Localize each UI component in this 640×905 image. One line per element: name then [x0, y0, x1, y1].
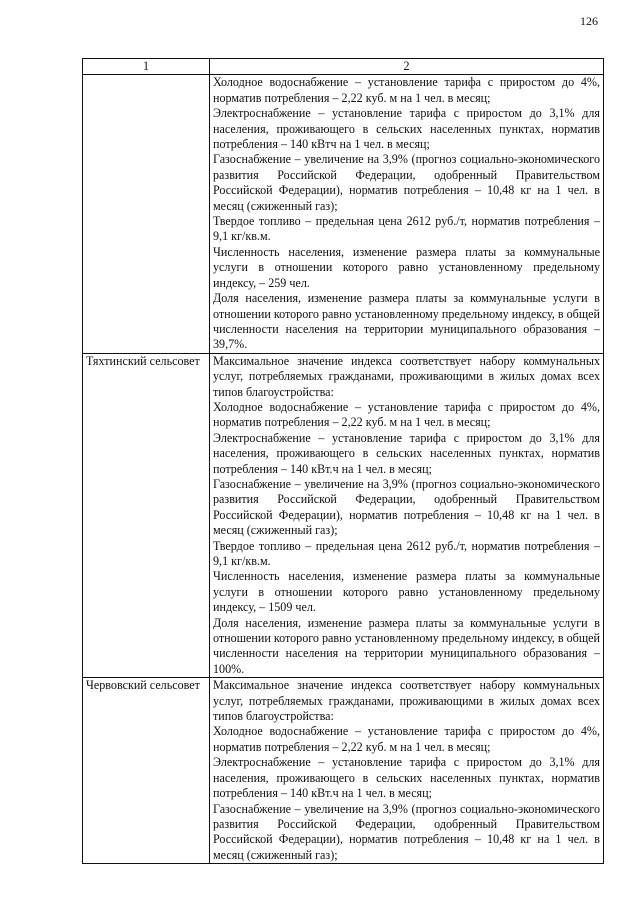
municipality-cell [83, 75, 210, 353]
paragraph-population-share: Доля населения, изменение размера платы за коммунальные услуги в отношении которого равно установленному предельному индексу, в общей численности населения на территории муниципального образования – 100%. [213, 615, 600, 676]
paragraph-gas: Газоснабжение – увеличение на 3,9% (прогноз социально-экономического развития Российской Федерации, одобренный Правительством Российской Федерации), норматив потребления – 10,48 кг на 1 чел. в месяц (сжиженный газ); [213, 801, 600, 862]
paragraph-cold-water: Холодное водоснабжение – установление тарифа с приростом до 4%, норматив потребления – 2,22 куб. м на 1 чел. в месяц; [213, 75, 600, 105]
paragraph-solid-fuel: Твердое топливо – предельная цена 2612 руб./т, норматив потребления – 9,1 кг/кв.м. [213, 538, 600, 568]
description-cell [210, 75, 604, 353]
table-row [83, 75, 604, 353]
paragraph-electricity: Электроснабжение – установление тарифа с приростом до 3,1% для населения, проживающего в сельских населенных пунктах, норматив потребления – 140 кВт.ч на 1 чел. в месяц; [213, 755, 600, 801]
paragraph-population: Численность населения, изменение размера платы за коммунальные услуги в отношении которого равно установленному предельному индексу, – 259 чел. [213, 244, 600, 290]
paragraph-gas: Газоснабжение – увеличение на 3,9% (прогноз социально-экономического развития Российской Федерации, одобренный Правительством Российской Федерации), норматив потребления – 10,48 кг на 1 чел. в месяц (сжиженный газ); [213, 152, 600, 213]
paragraph-electricity: Электроснабжение – установление тарифа с приростом до 3,1% для населения, проживающего в сельских населенных пунктах, норматив потребления – 140 кВт.ч на 1 чел. в месяц; [213, 430, 600, 476]
description-cell [210, 353, 604, 678]
paragraph-max-index: Максимальное значение индекса соответствует набору коммунальных услуг, потребляемых гражданами, проживающими в жилых домах всех типов благоустройства: [213, 678, 600, 724]
table-row [83, 353, 604, 678]
indices-table [82, 58, 604, 864]
column-number-2: 2 [210, 59, 604, 75]
paragraph-gas: Газоснабжение – увеличение на 3,9% (прогноз социально-экономического развития Российской Федерации, одобренный Правительством Российской Федерации), норматив потребления – 10,48 кг на 1 чел. в месяц (сжиженный газ); [213, 476, 600, 538]
municipality-name: Тяхтинский сельсовет [86, 353, 200, 368]
paragraph-cold-water: Холодное водоснабжение – установление тарифа с приростом до 4%, норматив потребления – 2,22 куб. м на 1 чел. в месяц; [213, 399, 600, 430]
paragraph-solid-fuel: Твердое топливо – предельная цена 2612 руб./т, норматив потребления – 9,1 кг/кв.м. [213, 214, 600, 244]
paragraph-population-share: Доля населения, изменение размера платы за коммунальные услуги в отношении которого равно установленному предельному индексу, в общей численности населения на территории муниципального образования – 39,7%. [213, 291, 600, 352]
municipality-name: Червовский сельсовет [86, 678, 200, 693]
description-cell [210, 678, 604, 864]
municipality-cell [83, 678, 210, 864]
paragraph-cold-water: Холодное водоснабжение – установление тарифа с приростом до 4%, норматив потребления – 2,22 куб. м на 1 чел. в месяц; [213, 724, 600, 754]
paragraph-electricity: Электроснабжение – установление тарифа с приростом до 3,1% для населения, проживающего в сельских населенных пунктах, норматив потребления – 140 кВтч на 1 чел. в месяц; [213, 106, 600, 152]
column-number-1: 1 [83, 59, 210, 75]
table-header-row [83, 59, 604, 75]
municipality-cell [83, 353, 210, 678]
paragraph-population: Численность населения, изменение размера платы за коммунальные услуги в отношении которого равно установленному предельному индексу, – 1509 чел. [213, 569, 600, 615]
table-row [83, 678, 604, 864]
page-number: 126 [580, 14, 598, 28]
paragraph-max-index: Максимальное значение индекса соответствует набору коммунальных услуг, потребляемых гражданами, проживающими в жилых домах всех типов благоустройства: [213, 353, 600, 399]
